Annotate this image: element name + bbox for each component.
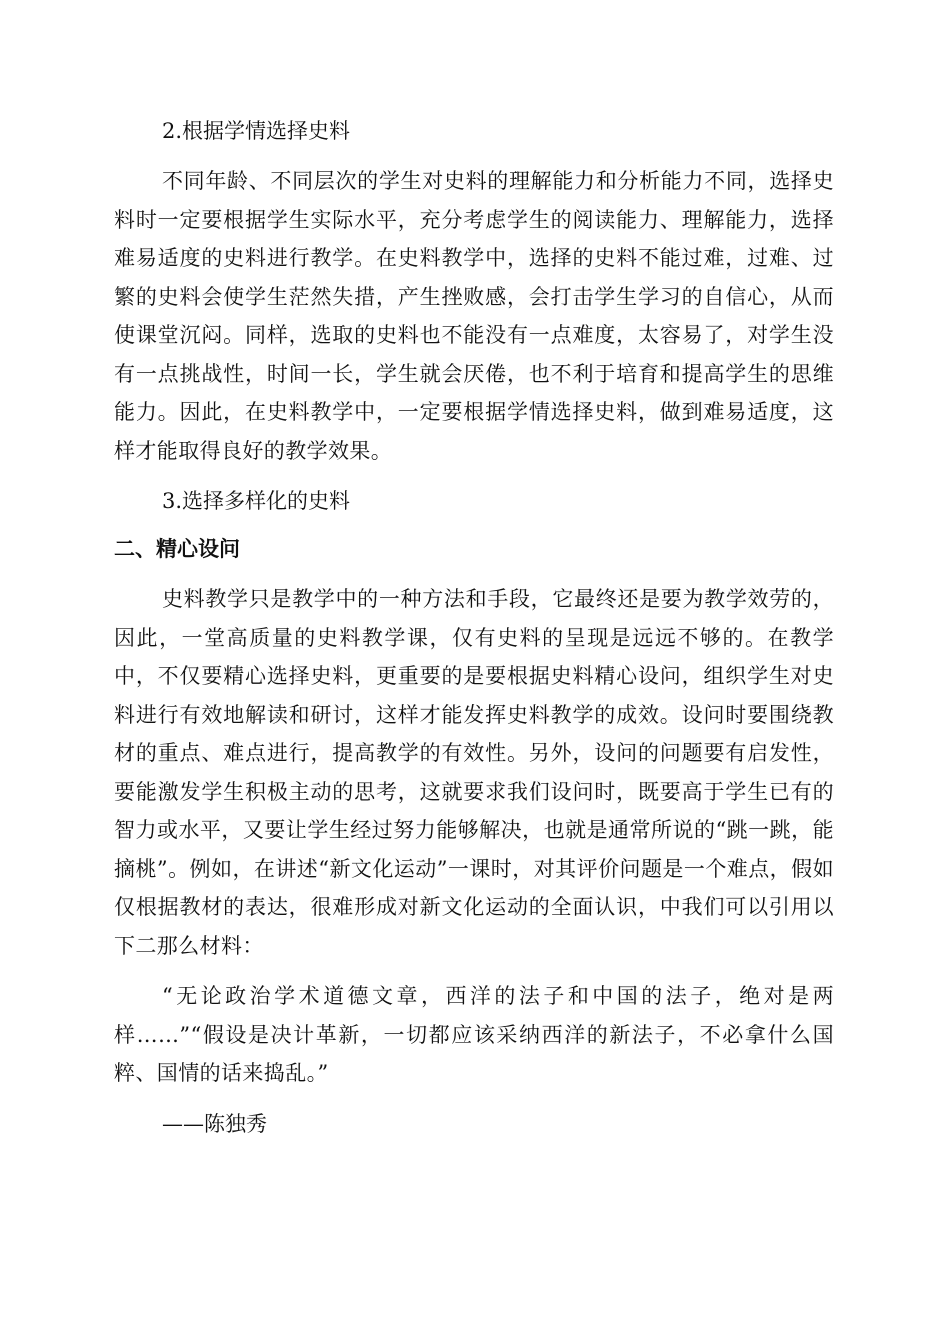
paragraph-questioning: 史料教学只是教学中的一种方法和手段，它最终还是要为教学效劳的，因此，一堂高质量的史料教学课，仅有史料的呈现是远远不够的。在教学中，不仅要精心选择史料，更重要的是要根据史料精心设问，组织学生对史料进行有效地解读和研讨，这样才能发挥史料教学的成效。设问时要围绕教材的重点、难点进行，提高教学的有效性。另外，设问的问题要有启发性，要能激发学生积极主动的思考，这就要求我们设问时，既要高于学生已有的智力或水平，又要让学生经过努力能够解决，也就是通常所说的“跳一跳，能摘桃”。例如，在讲述“新文化运动”一课时，对其评价问题是一个难点，假如仅根据教材的表达，很难形成对新文化运动的全面认识，中我们可以引用以下二那么材料： xyxy=(114,587,834,958)
quote-chen-duxiu: “无论政治学术道德文章，西洋的法子和中国的法子，绝对是两样……”“假设是决计革新，一切都应该采纳西洋的新法子，不必拿什么国粹、国情的话来捣乱。” xyxy=(114,984,834,1085)
section-heading-careful-questioning: 二、精心设问 xyxy=(114,537,240,561)
document-page xyxy=(114,112,834,1143)
subheading-select-by-student-level: 2.根据学情选择史料 xyxy=(162,119,351,143)
paragraph-student-level: 不同年龄、不同层次的学生对史料的理解能力和分析能力不同，选择史料时一定要根据学生实际水平，充分考虑学生的阅读能力、理解能力，选择难易适度的史料进行教学。在史料教学中，选择的史料不能过难，过难、过繁的史料会使学生茫然失措，产生挫败感，会打击学生学习的自信心，从而使课堂沉闷。同样，选取的史料也不能没有一点难度，太容易了，对学生没有一点挑战性，时间一长，学生就会厌倦，也不利于培育和提高学生的思维能力。因此，在史料教学中，一定要根据学情选择史料，做到难易适度，这样才能取得良好的教学效果。 xyxy=(114,169,834,463)
subheading-diverse-materials: 3.选择多样化的史料 xyxy=(162,489,351,513)
quote-attribution: ——陈独秀 xyxy=(162,1111,267,1136)
